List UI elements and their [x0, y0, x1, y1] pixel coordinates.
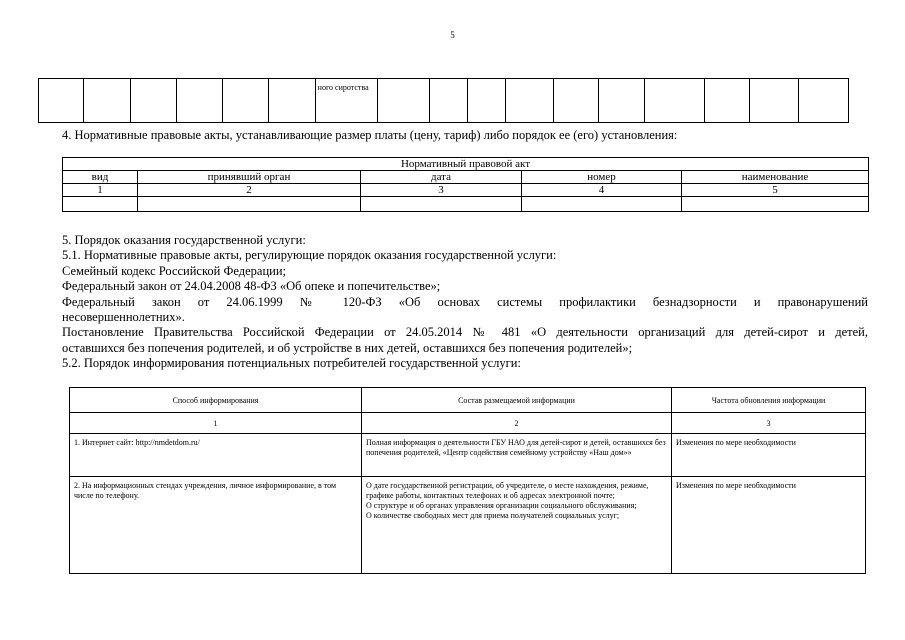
law-item: Постановление Правительства Российской Федерации от 24.05.2014 № 481 «О деятельности организаций для детей-сирот и детей, — [62, 325, 868, 340]
table-cell — [644, 79, 704, 123]
section5-2-heading: 5.2. Порядок информирования потенциальных потребителей государственной услуги: — [62, 356, 521, 371]
information-table — [69, 387, 866, 574]
table-cell — [269, 79, 315, 123]
empty-cell — [682, 197, 869, 212]
table-cell — [705, 79, 750, 123]
law-item: Федеральный закон от 24.06.1999 № 120-ФЗ «Об основах системы профилактики безнадзорности и правонарушений — [62, 294, 868, 309]
column-header: номер — [522, 171, 682, 184]
law-item: Федеральный закон от 24.04.2008 48-ФЗ «Об опеке и попечительстве»; — [62, 279, 441, 294]
table-cell — [554, 79, 599, 123]
column-number: 2 — [362, 413, 672, 434]
column-number: 1 — [63, 184, 138, 197]
table-cell — [467, 79, 505, 123]
table-cell — [84, 79, 130, 123]
table-cell — [176, 79, 222, 123]
info-content-line: О структуре и об органах управления организации социального обслуживания; — [366, 501, 637, 510]
continued-table-fragment — [38, 78, 849, 123]
empty-cell — [361, 197, 522, 212]
info-method: 2. На информационных стендах учреждения, личное информирование, в том числе по телефону. — [70, 477, 362, 574]
table-cell — [223, 79, 269, 123]
empty-cell — [522, 197, 682, 212]
column-number: 1 — [70, 413, 362, 434]
table-cell — [599, 79, 644, 123]
column-number: 2 — [138, 184, 361, 197]
table-cell — [430, 79, 467, 123]
table-title: Нормативный правовой акт — [63, 158, 869, 171]
table-cell — [378, 79, 430, 123]
table-cell — [505, 79, 553, 123]
info-frequency: Изменения по мере необходимости — [672, 434, 866, 477]
empty-cell — [63, 197, 138, 212]
empty-cell — [138, 197, 361, 212]
info-frequency: Изменения по мере необходимости — [672, 477, 866, 574]
table-cell-text: ного сиротства — [315, 79, 377, 123]
info-content: Полная информация о деятельности ГБУ НАО для детей-сирот и детей, оставшихся без попечения родителей, «Центр содействия семейному устройству «Наш дом»» — [362, 434, 672, 477]
law-item: Семейный кодекс Российской Федерации; — [62, 263, 286, 278]
info-method: 1. Интернет сайт: http://nmdetdom.ru/ — [70, 434, 362, 477]
info-content-line: О дате государственной регистрации, об учредителе, о месте нахождения, режиме, графике работы, контактных телефонах и об адресах электронной почте; — [366, 481, 649, 500]
column-header: вид — [63, 171, 138, 184]
column-header: дата — [361, 171, 522, 184]
law-item-continued: оставшихся без попечения родителей, и об устройстве в них детей, оставшихся без попечения родителей»; — [62, 340, 633, 355]
section4-heading: 4. Нормативные правовые акты, устанавливающие размер платы (цену, тариф) либо порядок ее (его) установления: — [62, 128, 678, 142]
table-cell — [39, 79, 84, 123]
info-content-line: О количестве свободных мест для приема получателей социальных услуг; — [366, 511, 620, 520]
column-header: Способ информирования — [70, 388, 362, 413]
column-header: Состав размещаемой информации — [362, 388, 672, 413]
column-number: 5 — [682, 184, 869, 197]
section5 — [62, 233, 868, 372]
law-item-continued: несовершеннолетних». — [62, 310, 185, 325]
column-header: принявший орган — [138, 171, 361, 184]
table-cell — [750, 79, 798, 123]
section5-1-heading: 5.1. Нормативные правовые акты, регулирующие порядок оказания государственной услуги: — [62, 248, 557, 263]
section5-heading: 5. Порядок оказания государственной услуги: — [62, 233, 306, 247]
table-cell — [130, 79, 176, 123]
info-content — [362, 477, 672, 574]
column-number: 4 — [522, 184, 682, 197]
column-number: 3 — [361, 184, 522, 197]
table-cell — [798, 79, 848, 123]
column-number: 3 — [672, 413, 866, 434]
column-header: наименование — [682, 171, 869, 184]
column-header: Частота обновления информации — [672, 388, 866, 413]
page-number: 5 — [450, 30, 455, 40]
legal-act-table — [62, 157, 869, 212]
